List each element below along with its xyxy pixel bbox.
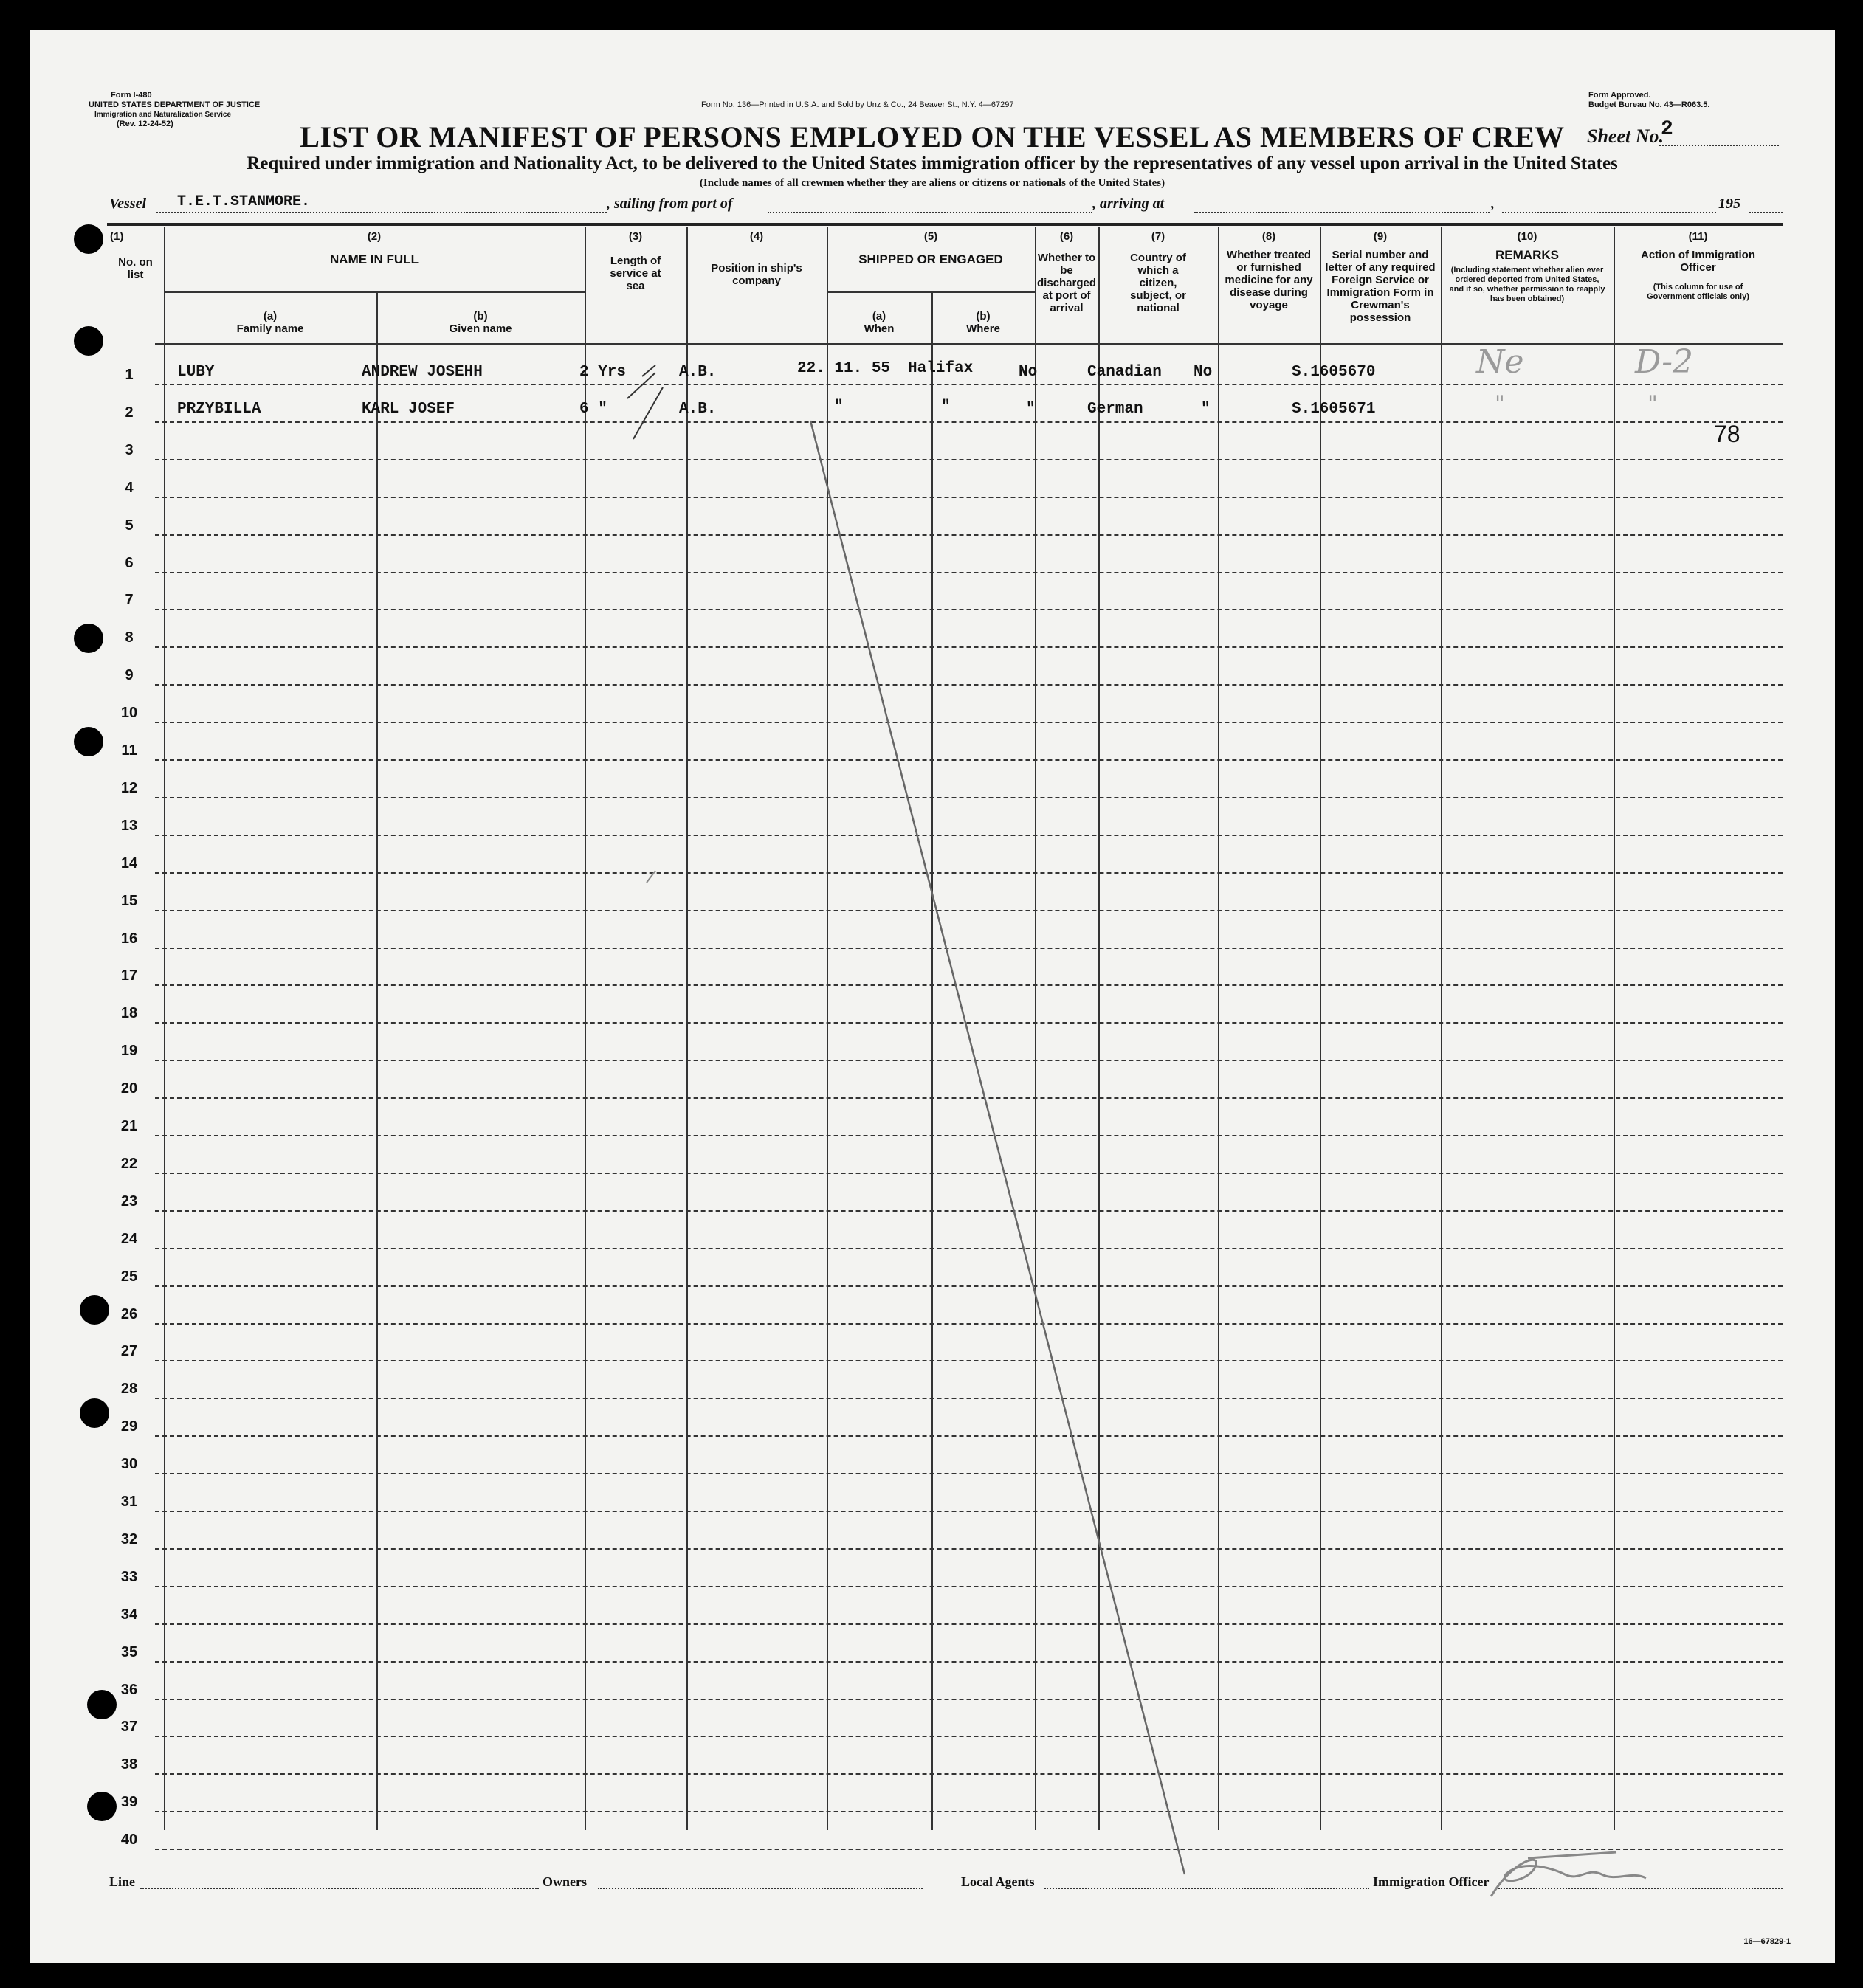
- col-header-2b: (b) Given name: [449, 310, 512, 335]
- row-number: 8: [125, 629, 134, 646]
- punch-hole: [80, 1295, 109, 1325]
- shipped-where: ": [941, 398, 951, 415]
- col-header-2: (2) NAME IN FULL: [330, 230, 419, 266]
- shipped-where: Halifax: [908, 360, 974, 377]
- family-name: PRZYBILLA: [177, 401, 261, 418]
- owners-label: Owners: [543, 1874, 587, 1889]
- row-number: 21: [120, 1118, 138, 1134]
- action-handwritten: D-2: [1635, 343, 1693, 381]
- row-number: 14: [120, 855, 138, 872]
- row-number: 40: [120, 1832, 138, 1849]
- treated: No: [1194, 364, 1213, 381]
- row-number: 12: [120, 779, 138, 796]
- row-number: 25: [120, 1268, 138, 1285]
- col-header-2a: (a) Family name: [236, 310, 304, 335]
- service-length: 2 Yrs: [579, 364, 627, 381]
- col-header-10: (10) REMARKS (Including statement whether alien ever ordered deported from United States, and if so, whether permission to reapply has been obtained): [1449, 230, 1605, 303]
- col-header-8: (8) Whether treated or furnished medicine for any disease during voyage: [1225, 230, 1313, 311]
- sailing-label: , sailing from port of: [607, 196, 733, 212]
- remarks-handwritten: Ne: [1476, 343, 1524, 381]
- family-name: LUBY: [177, 364, 215, 381]
- row-number: 7: [125, 592, 134, 609]
- col-header-3: (3) Length of service at sea: [610, 230, 661, 292]
- row-number: 39: [120, 1794, 138, 1811]
- row-number: 29: [120, 1418, 138, 1435]
- col-header-5: (5) SHIPPED OR ENGAGED: [858, 230, 1003, 266]
- row-number: 16: [120, 930, 138, 947]
- col-header-7: (7) Country of which a citizen, subject, or national: [1130, 230, 1186, 314]
- row-number: 37: [120, 1719, 138, 1736]
- row-number: 9: [125, 667, 134, 684]
- sheet-label: Sheet No.: [1587, 125, 1664, 147]
- col-header-1: (1) No. on list: [110, 230, 153, 281]
- officer-label: Immigration Officer: [1373, 1874, 1490, 1889]
- row-number: 24: [120, 1230, 138, 1247]
- row-number: 28: [120, 1381, 138, 1398]
- col-header-4: (4) Position in ship's company: [711, 230, 802, 287]
- discharged: ": [1026, 401, 1036, 418]
- col-header-5a: (a) When: [864, 310, 895, 335]
- row-number: 19: [120, 1043, 138, 1060]
- document-subtitle: Required under immigration and Nationality Act, to be delivered to the United States immigration officer by the representatives of any vessel upon arrival in the United States: [247, 153, 1618, 173]
- revision-date: (Rev. 12-24-52): [117, 120, 173, 128]
- row-number: 20: [120, 1080, 138, 1097]
- punch-hole: [80, 1398, 109, 1428]
- service-name: Immigration and Naturalization Service: [94, 111, 232, 119]
- year-label: 195: [1718, 196, 1740, 212]
- punch-hole: [74, 624, 103, 653]
- serial-number: S.1605671: [1292, 401, 1376, 418]
- vessel-name: T.E.T.STANMORE.: [177, 193, 311, 210]
- form-number: Form I-480: [111, 91, 152, 100]
- col-header-9: (9) Serial number and letter of any required Foreign Service or Immigration Form in Crewman's possession: [1325, 230, 1436, 324]
- punch-hole: [74, 224, 103, 254]
- row-number: 33: [120, 1568, 138, 1585]
- row-number: 11: [121, 742, 137, 759]
- signature-scribble: [1491, 1860, 1646, 1896]
- row-number: 36: [120, 1681, 138, 1698]
- row-number: 18: [120, 1005, 138, 1022]
- col-header-6: (6) Whether to be discharged at port of arrival: [1037, 230, 1097, 314]
- printer-info: Form No. 136—Printed in U.S.A. and Sold by Unz & Co., 24 Beaver St., N.Y. 4—67297: [701, 100, 1014, 109]
- punch-hole: [87, 1690, 117, 1719]
- country: Canadian: [1087, 364, 1162, 381]
- row-number: 30: [120, 1456, 138, 1473]
- punch-hole: [74, 727, 103, 756]
- col-header-11: (11) Action of Immigration Officer (This column for use of Government officials only): [1641, 230, 1755, 301]
- given-name: KARL JOSEF: [362, 401, 455, 418]
- row-number: 26: [120, 1305, 138, 1322]
- row-number: 5: [125, 517, 134, 534]
- row-number: 32: [120, 1530, 138, 1547]
- row-number: 22: [120, 1155, 138, 1172]
- action-handwritten: ": [1647, 391, 1658, 417]
- row-number: 6: [125, 554, 134, 571]
- row-number: 35: [120, 1643, 138, 1660]
- shipped-when: 22. 11. 55: [797, 360, 891, 377]
- treated: ": [1201, 401, 1211, 418]
- position: A.B.: [679, 364, 717, 381]
- position: A.B.: [679, 401, 717, 418]
- row-number: 15: [120, 892, 138, 909]
- manifest-page: [30, 30, 1835, 1963]
- budget-bureau: Budget Bureau No. 43—R063.5.: [1588, 100, 1710, 109]
- shipped-when: ": [834, 398, 844, 415]
- department-name: UNITED STATES DEPARTMENT OF JUSTICE: [89, 100, 261, 109]
- punch-hole: [87, 1792, 117, 1821]
- row-number: 10: [120, 705, 138, 722]
- include-note: (Include names of all crewmen whether they are aliens or citizens or nationals of the United States): [699, 177, 1165, 189]
- sheet-number: 2: [1661, 118, 1673, 141]
- service-length: 6 ": [579, 401, 607, 418]
- row-number: 27: [120, 1343, 138, 1360]
- row-number: 3: [125, 441, 134, 458]
- arriving-label: , arriving at: [1092, 196, 1165, 212]
- country: German: [1087, 401, 1143, 418]
- agents-label: Local Agents: [961, 1874, 1035, 1889]
- given-name: ANDREW JOSEHH: [362, 364, 483, 381]
- document-title: LIST OR MANIFEST OF PERSONS EMPLOYED ON THE VESSEL AS MEMBERS OF CREW: [300, 120, 1565, 153]
- line-label: Line: [109, 1874, 136, 1889]
- discharged: No: [1019, 364, 1038, 381]
- row-number: 23: [120, 1193, 138, 1209]
- margin-note: 78: [1714, 421, 1740, 447]
- row-number: 2: [125, 404, 134, 421]
- row-number: 13: [120, 817, 138, 834]
- row-number: 4: [125, 479, 134, 496]
- row-number: 17: [120, 967, 138, 984]
- serial-number: S.1605670: [1292, 364, 1376, 381]
- vessel-label: Vessel: [109, 196, 146, 212]
- row-number: 38: [120, 1756, 138, 1773]
- row-number: 1: [125, 367, 134, 383]
- punch-hole: [74, 326, 103, 356]
- col-header-5b: (b) Where: [966, 310, 1000, 335]
- form-approved: Form Approved.: [1588, 91, 1651, 100]
- pencil-marks: [30, 30, 1835, 1963]
- remarks-handwritten: ": [1495, 391, 1505, 417]
- row-number: 34: [120, 1606, 138, 1623]
- form-code: 16—67829-1: [1743, 1937, 1791, 1946]
- comma-sep: ,: [1491, 196, 1495, 212]
- row-number: 31: [120, 1494, 138, 1510]
